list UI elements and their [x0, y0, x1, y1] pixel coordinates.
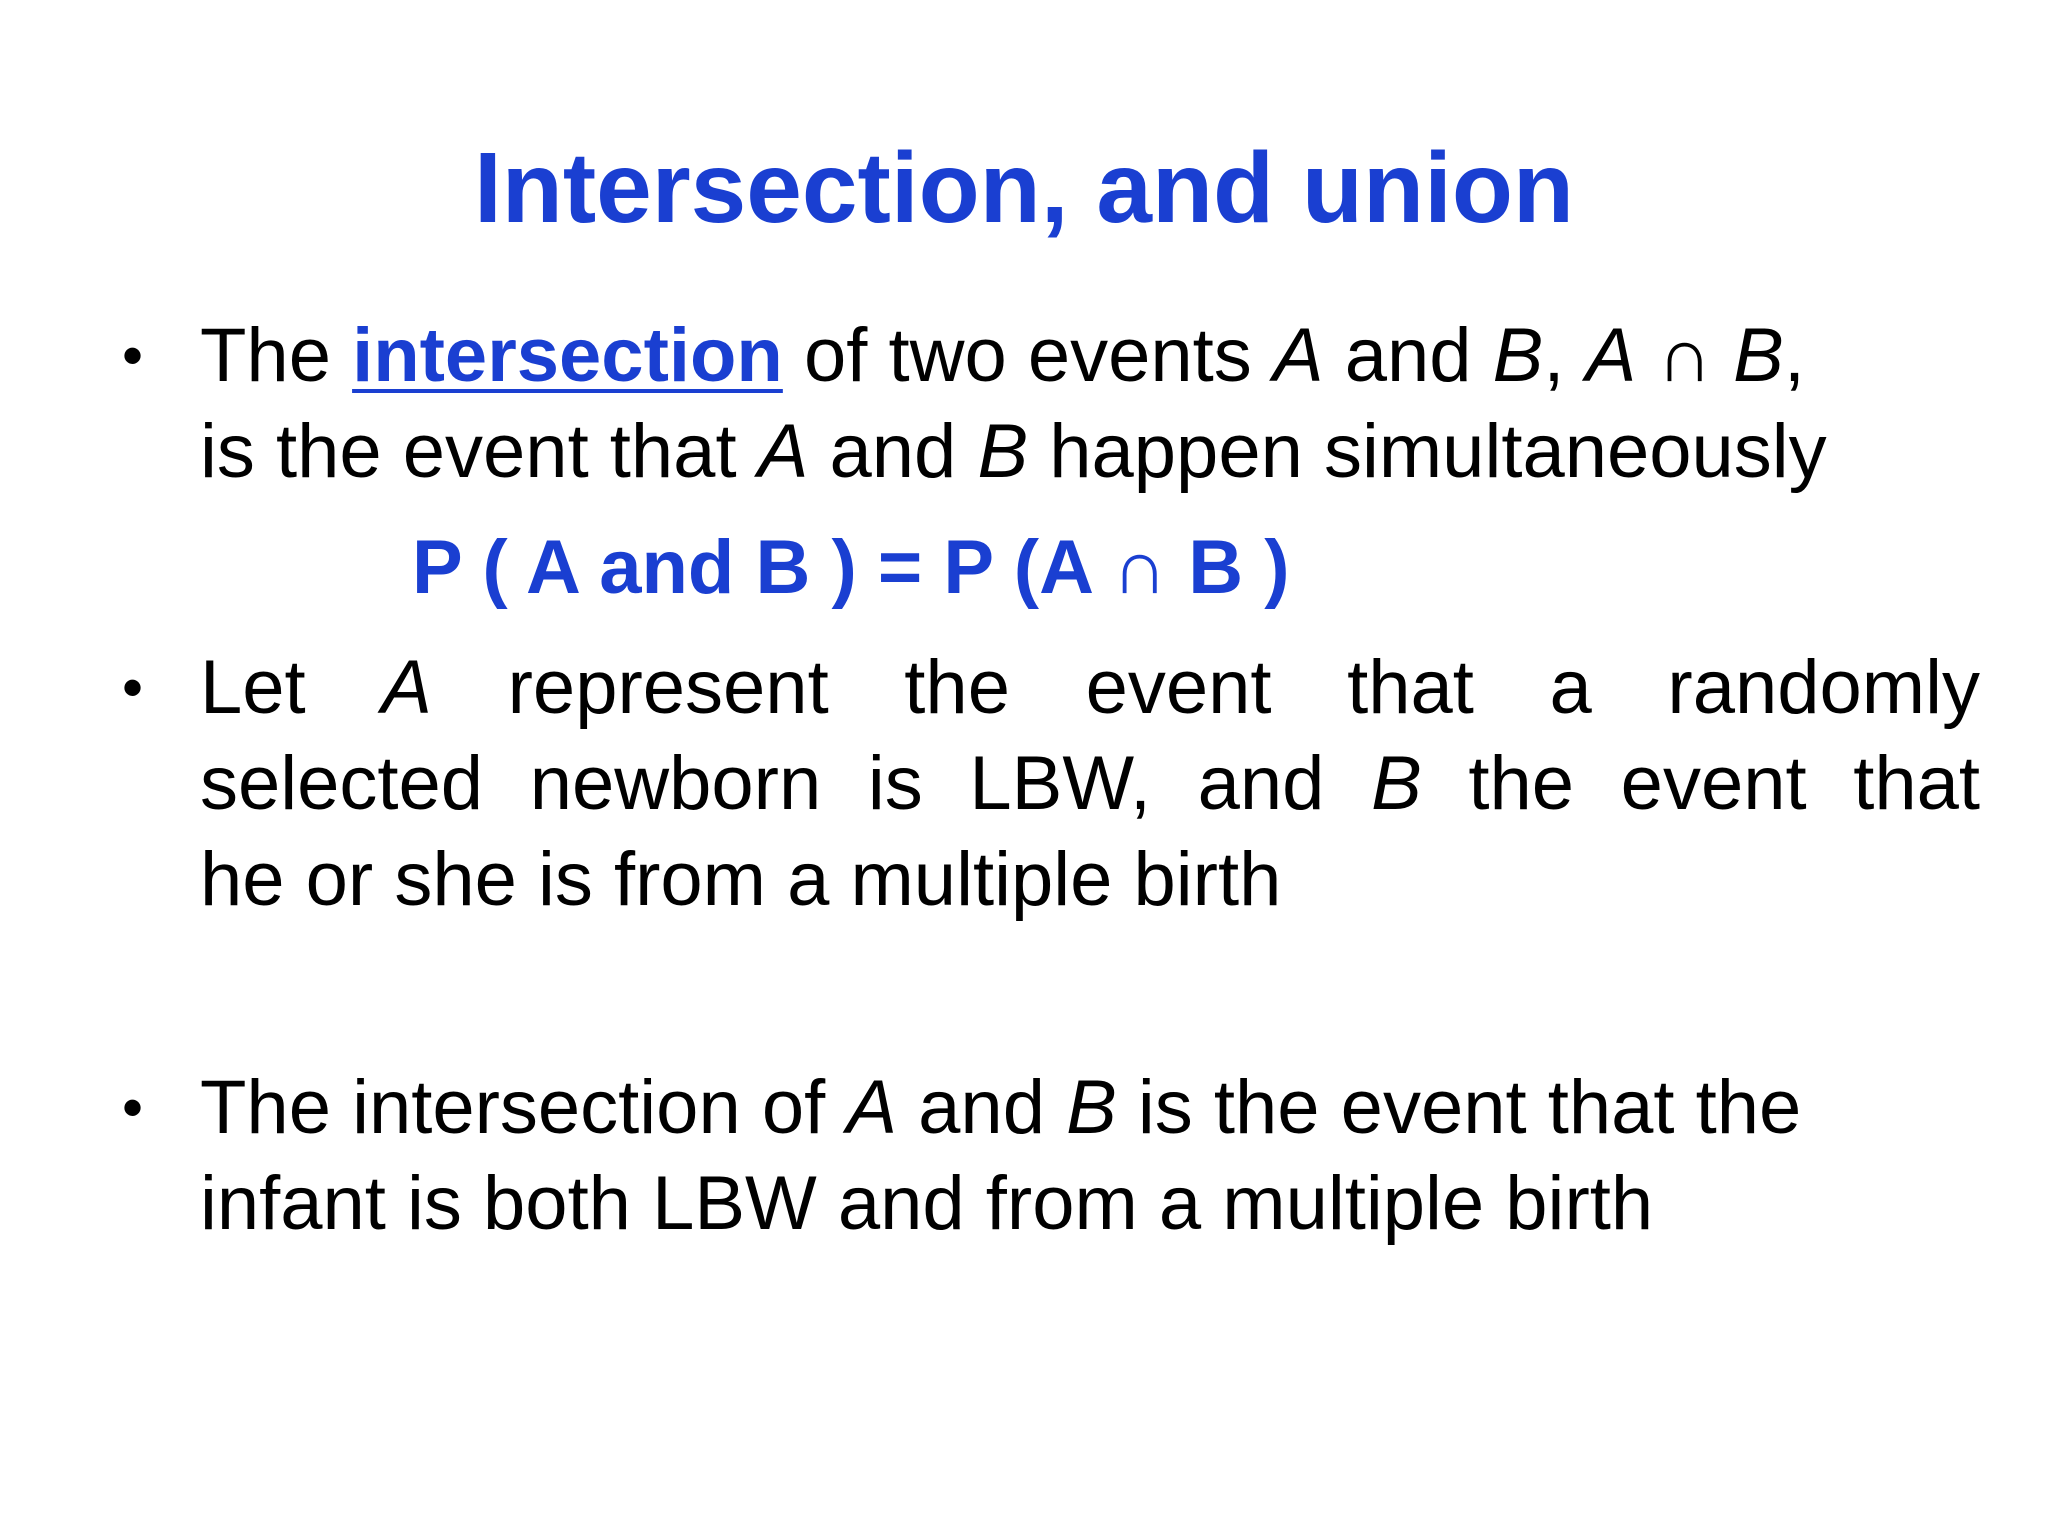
variable: A [846, 1065, 898, 1150]
text: and [1323, 313, 1493, 398]
text: selected newborn is LBW, and [200, 741, 1372, 826]
bullet-marker: • [122, 654, 144, 721]
bullet-line: he or she is from a multiple birth [200, 837, 1282, 922]
variable: B [977, 409, 1029, 494]
text: is the event that [200, 409, 758, 494]
variable: B [1492, 313, 1544, 398]
bullet-marker: • [122, 1074, 144, 1141]
bullet-marker: • [122, 322, 144, 389]
variable: A [757, 409, 809, 494]
text: represent the event that a randomly [431, 645, 1981, 730]
text: and [897, 1065, 1067, 1150]
text: the event that [1421, 741, 1980, 826]
probability-formula: P ( A and B ) = P (A ∩ B ) [412, 525, 1290, 610]
variable: A [1585, 313, 1637, 398]
text: , [1543, 313, 1586, 398]
bullet-example-events [122, 640, 1981, 928]
text: and [808, 409, 978, 494]
bullet-line: infant is both LBW and from a multiple birth [200, 1161, 1654, 1246]
text: is the event that the [1116, 1065, 1802, 1150]
bullet-line [200, 640, 1980, 736]
text: happen simultaneously [1028, 409, 1827, 494]
variable: A [381, 645, 432, 730]
variable: A [1272, 313, 1324, 398]
variable: B [1066, 1065, 1117, 1150]
text: The intersection of [200, 1065, 847, 1150]
variable: B [1733, 313, 1784, 398]
text: The [200, 313, 353, 398]
bullet-intersection-definition [122, 308, 1980, 500]
text: , [1783, 313, 1805, 398]
bullet-line [200, 308, 1980, 404]
variable: B [1371, 741, 1422, 826]
text: of two events [782, 313, 1273, 398]
text: Let [200, 645, 382, 730]
slide-title: Intersection, and union [473, 132, 1575, 244]
intersection-symbol: ∩ [1636, 313, 1734, 398]
bullet-line [200, 1060, 1980, 1156]
bullet-line [200, 404, 1980, 500]
bullet-line [200, 736, 1980, 832]
bullet-example-intersection [122, 1060, 1980, 1252]
intersection-term-link[interactable]: intersection [352, 313, 783, 398]
